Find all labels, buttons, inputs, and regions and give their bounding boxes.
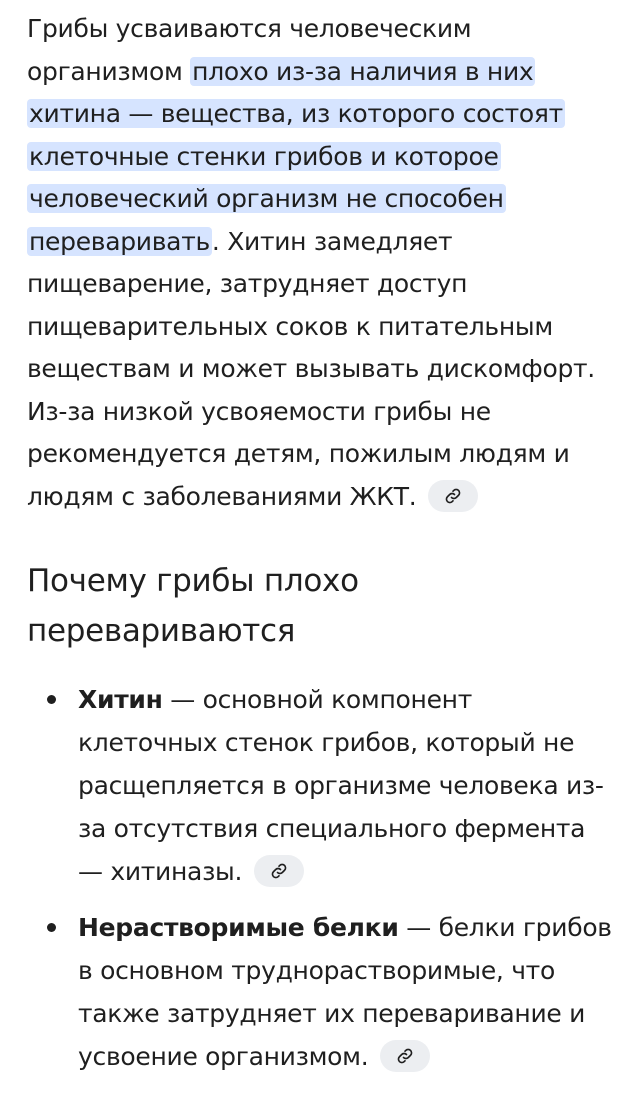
link-icon (396, 1047, 414, 1065)
section-heading: Почему грибы плохо перевариваются (27, 563, 359, 649)
list-item-text: — белки грибов в основном труднорастворимые, что также затрудняет их переваривание и усвоение организмом. (78, 913, 612, 1071)
link-icon (270, 862, 288, 880)
intro-paragraph (27, 8, 614, 518)
list-item-text: — основной компонент клеточных стенок грибов, который не расщепляется в организме человека из-за отсутствия специального фермента — хитиназы. (78, 685, 604, 886)
intro-text-after: . Хитин замедляет пищеварение, затрудняет доступ пищеварительных соков к питательным веществам и может вызывать дискомфорт. Из-за низкой усвояемости грибы не рекомендуется детям, пожилым людям и людям с заболеваниями ЖКТ. (27, 226, 595, 511)
intro-text-before: Грибы усваиваются человеческим организмом (27, 14, 472, 86)
list-item (27, 906, 614, 1078)
source-link-button[interactable] (428, 480, 478, 512)
list-item (27, 678, 614, 893)
highlighted-fragment: плохо из-за наличия в них хитина — вещества, из которого состоят клеточные стенки грибов и которое человеческий организм не способен переваривать (29, 56, 563, 256)
source-link-button[interactable] (254, 855, 304, 887)
reasons-list (27, 678, 614, 1078)
list-item-term: Хитин (78, 685, 163, 714)
bullet-dot (47, 695, 56, 704)
bullet-dot (47, 923, 56, 932)
link-icon (444, 487, 462, 505)
list-item-term: Нерастворимые белки (78, 913, 399, 942)
source-link-button[interactable] (380, 1040, 430, 1072)
